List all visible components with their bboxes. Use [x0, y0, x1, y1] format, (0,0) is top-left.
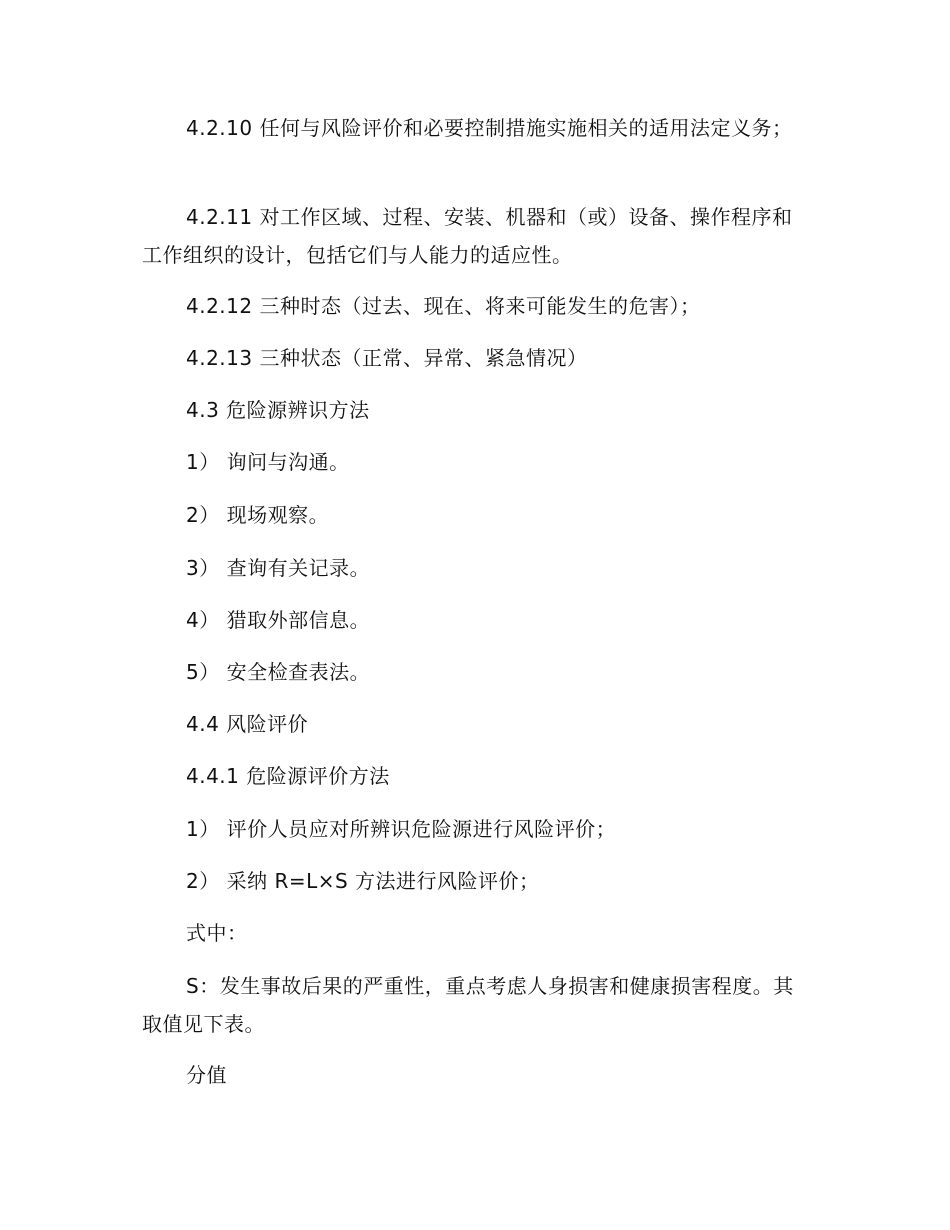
method-item-1: 1） 评价人员应对所辨识危险源进行风险评价；: [186, 817, 617, 841]
list-item-1: 1） 询问与沟通。: [186, 450, 350, 474]
list-item-4: 4） 猎取外部信息。: [186, 608, 371, 632]
formula-intro: 式中：: [186, 921, 248, 945]
score-label: 分值: [186, 1063, 227, 1087]
method-item-2: 2） 采纳 R=L×S 方法进行风险评价；: [186, 869, 540, 893]
severity-definition: S：发生事故后果的严重性，重点考虑人身损害和健康损害程度。其取值见下表。: [142, 974, 794, 1036]
heading-4-3: 4.3 危险源辨识方法: [186, 398, 370, 422]
list-item-3: 3） 查询有关记录。: [186, 556, 371, 580]
paragraph-4-2-13: 4.2.13 三种状态（正常、异常、紧急情况）: [186, 346, 588, 370]
list-item-2: 2） 现场观察。: [186, 503, 330, 527]
heading-4-4-1: 4.4.1 危险源评价方法: [186, 764, 390, 788]
paragraph-4-2-12: 4.2.12 三种时态（过去、现在、将来可能发生的危害）；: [186, 294, 701, 318]
paragraph-4-2-10: 4.2.10 任何与风险评价和必要控制措施实施相关的适用法定义务；: [186, 116, 793, 140]
list-item-5: 5） 安全检查表法。: [186, 660, 371, 684]
paragraph-4-2-11: 4.2.11 对工作区域、过程、安装、机器和（或）设备、操作程序和工作组织的设计，包括它们与人能力的适应性。: [142, 205, 793, 267]
heading-4-4: 4.4 风险评价: [186, 712, 309, 736]
